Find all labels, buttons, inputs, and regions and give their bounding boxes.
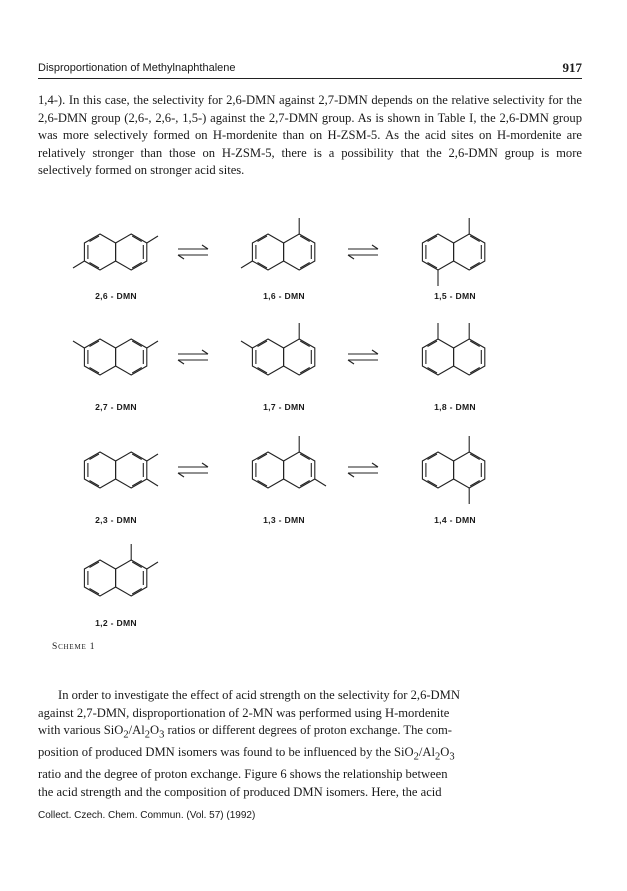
label-1-2-dmn: 1,2 - DMN [95,618,137,628]
molecule-1-3-dmn [252,436,326,488]
paragraph-top [38,92,582,180]
label-1-8-dmn: 1,8 - DMN [434,402,476,412]
molecule-2-7-dmn [73,339,158,375]
molecule-1-8-dmn [422,323,484,375]
paragraph-bottom [38,687,582,801]
molecule-1-2-dmn [84,544,158,596]
page-number: 917 [562,60,582,75]
running-header [38,60,582,78]
paragraph-2-line-5: ratio and the degree of proton exchange. Figure 6 shows the relationship between [38,767,448,782]
label-2-3-dmn: 2,3 - DMN [95,515,137,525]
label-2-7-dmn: 2,7 - DMN [95,402,137,412]
molecule-1-4-dmn [422,436,484,504]
molecule-2-6-dmn [73,234,158,270]
scheme-1 [38,200,582,628]
paragraph-2-line-6: the acid strength and the composition of produced DMN isomers. Here, the acid [38,784,442,799]
label-1-3-dmn: 1,3 - DMN [263,515,305,525]
label-1-7-dmn: 1,7 - DMN [263,402,305,412]
molecule-2-3-dmn [84,452,158,488]
journal-footer: Collect. Czech. Chem. Commun. (Vol. 57) (1992) [38,810,256,821]
label-1-4-dmn: 1,4 - DMN [434,515,476,525]
scheme-caption: Scheme 1 [52,642,96,652]
label-2-6-dmn: 2,6 - DMN [95,291,137,301]
paragraph-1-text: 1,4-). In this case, the selectivity for 2,6-DMN against 2,7-DMN depends on the relative selectivity for the 2,6-DMN group (2,6-, 2,6-, 1,5-) against the 2,7-DMN group. As is shown in Table I, the 2,6-DMN group was more selectively formed on H-mordenite than on H-ZSM-5. As the acid sites on H-mordenite are relatively stronger than those on H-ZSM-5, there is a possibility that the 2,6-DMN group is more selectively formed on stronger acid sites. [38,93,582,177]
equilibrium-arrows [178,245,378,477]
paragraph-2-line-2: against 2,7-DMN, disproportionation of 2-MN was performed using H-mordenite [38,705,450,720]
label-1-5-dmn: 1,5 - DMN [434,291,476,301]
running-title: Disproportionation of Methylnaphthalene [38,62,236,74]
paragraph-2-line-3: with various $SiO_2/Al_2O_3$ ratios or different degrees of proton exchange. The com- [38,723,452,741]
paragraph-2-line-4: position of produced DMN isomers was found to be influenced by the $SiO_2/Al_2O_3$ [38,745,455,763]
header-rule [38,78,582,79]
molecule-1-6-dmn [241,218,315,270]
label-1-6-dmn: 1,6 - DMN [263,291,305,301]
molecule-1-5-dmn [422,218,484,286]
paragraph-2-line-1: In order to investigate the effect of acid strength on the selectivity for 2,6-DMN [58,688,460,702]
molecule-1-7-dmn [241,323,315,375]
